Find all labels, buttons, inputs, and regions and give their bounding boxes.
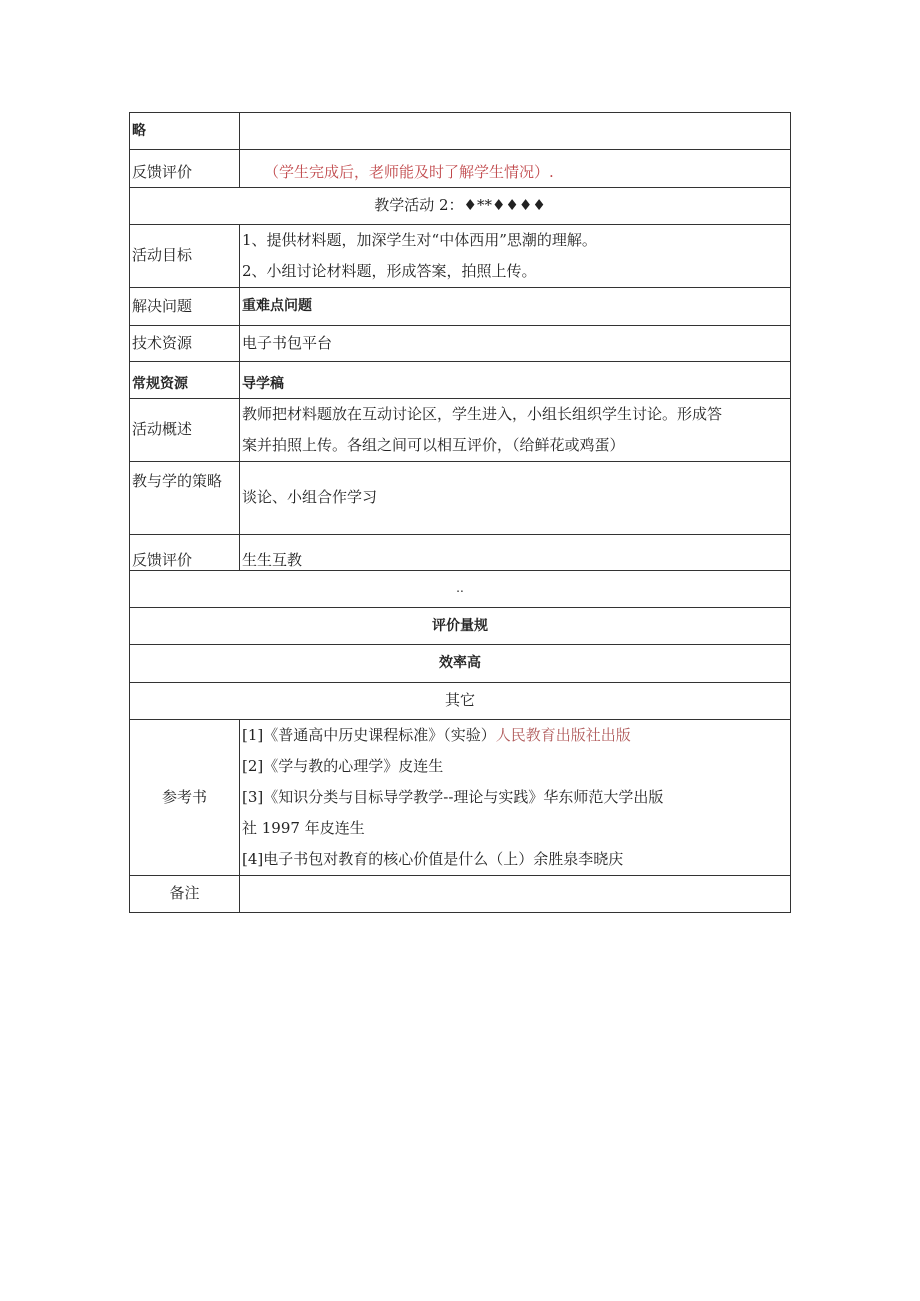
other-text: 其它 (130, 683, 791, 720)
notes-value (240, 876, 791, 913)
tech-label: 技术资源 (130, 326, 240, 362)
refs-label: 参考书 (130, 720, 240, 876)
row-efficiency (130, 645, 791, 683)
dots: .. (130, 571, 791, 608)
goal-label: 活动目标 (130, 225, 240, 288)
row-problem (130, 288, 791, 326)
overview-line-1: 教师把材料题放在互动讨论区，学生进入，小组长组织学生讨论。形成答 (242, 405, 723, 423)
row-goal (130, 225, 791, 288)
activity2-title: 教学活动 2：♦**♦♦♦♦ (130, 188, 791, 225)
strategy-label: 教与学的策略 (130, 462, 240, 535)
ref-3a: [3]《知识分类与目标导学教学--理论与实践》华东师范大学出版 (242, 788, 664, 806)
rubric-title: 评价量规 (130, 608, 791, 645)
overview-label: 活动概述 (130, 399, 240, 462)
overview-line-2: 案并拍照上传。各组之间可以相互评价，（给鲜花或鸡蛋） (242, 436, 625, 454)
refs-list (240, 720, 791, 876)
row-other (130, 683, 791, 720)
problem-label: 解决问题 (130, 288, 240, 326)
lue-label: 略 (130, 113, 240, 150)
row-notes (130, 876, 791, 913)
ref-1-main: [1]《普通高中历史课程标准》（实验） (242, 726, 496, 744)
row-dots (130, 571, 791, 608)
ref-4: [4]电子书包对教育的核心价值是什么（上）余胜泉李晓庆 (242, 850, 624, 868)
ref-3b: 社 1997 年皮连生 (242, 819, 365, 837)
row-activity-title (130, 188, 791, 225)
row-rubric (130, 608, 791, 645)
row-feedback-1 (130, 150, 791, 188)
row-tech (130, 326, 791, 362)
overview-text (240, 399, 791, 462)
row-strategy (130, 462, 791, 535)
feedback2-label: 反馈评价 (130, 535, 240, 571)
problem-text: 重难点问题 (240, 288, 791, 326)
regular-label: 常规资源 (130, 362, 240, 399)
feedback-text: （学生完成后，老师能及时了解学生情况）. (240, 150, 791, 188)
tech-text: 电子书包平台 (240, 326, 791, 362)
ref-1 (242, 720, 788, 751)
lue-value (240, 113, 791, 150)
ref-1-publisher: 人民教育出版社出版 (495, 726, 631, 744)
row-references (130, 720, 791, 876)
regular-text: 导学稿 (240, 362, 791, 399)
row-feedback-2 (130, 535, 791, 571)
feedback2-text: 生生互教 (240, 535, 791, 571)
row-overview (130, 399, 791, 462)
ref-2: [2]《学与教的心理学》皮连生 (242, 757, 444, 775)
goal-line-2: 2、小组讨论材料题，形成答案，拍照上传。 (242, 262, 537, 280)
notes-label: 备注 (130, 876, 240, 913)
goal-line-1: 1、提供材料题，加深学生对“中体西用”思潮的理解。 (242, 231, 597, 249)
row-lue (130, 113, 791, 150)
goal-text (240, 225, 791, 288)
feedback-label: 反馈评价 (130, 150, 240, 188)
strategy-text: 谈论、小组合作学习 (240, 462, 791, 535)
row-regular (130, 362, 791, 399)
lesson-plan-table (129, 112, 791, 913)
efficiency-text: 效率高 (130, 645, 791, 683)
